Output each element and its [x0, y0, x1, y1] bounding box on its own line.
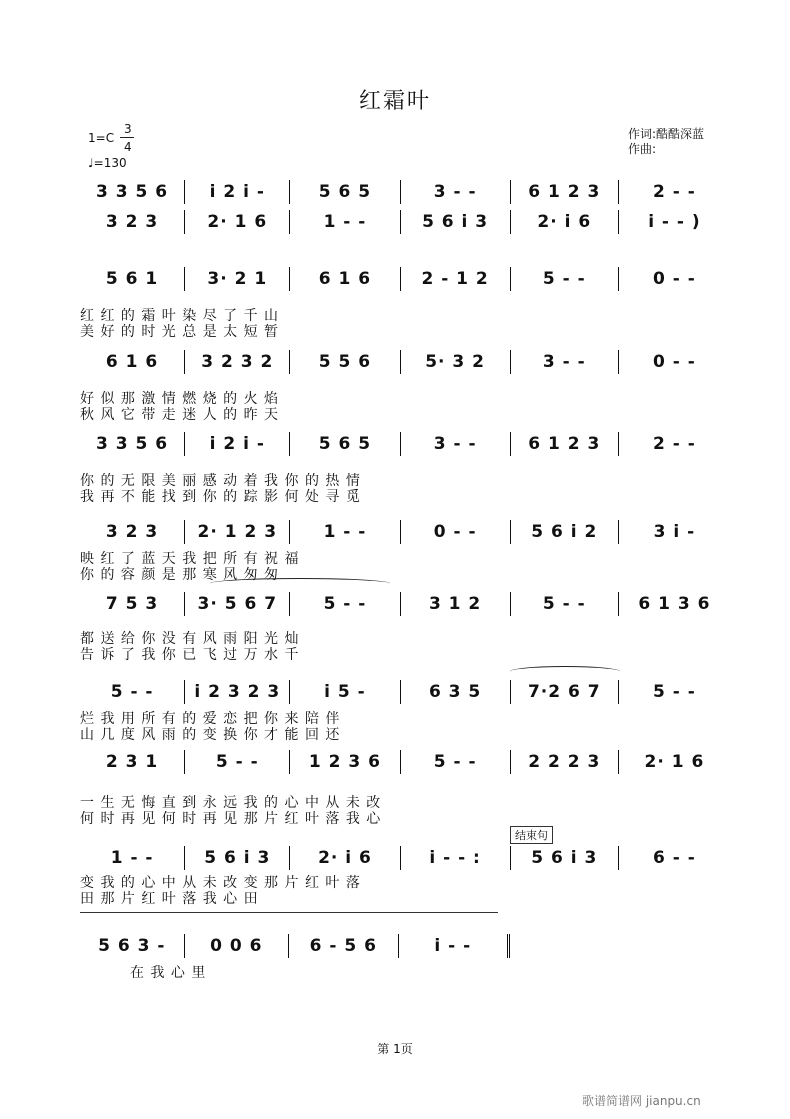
ending-label: 结束句	[510, 826, 553, 844]
measure: 1 - -	[110, 848, 154, 868]
measure: i - - )	[618, 210, 730, 234]
measure: 2· i 6	[289, 846, 399, 870]
measure: 5 - -	[618, 680, 730, 704]
measure: 6 1 3 6	[618, 592, 730, 616]
measure: 5 - -	[110, 682, 154, 702]
lyrics-verse-2: 美 好 的 时 光 总 是 太 短 暂	[80, 324, 280, 340]
credits	[628, 127, 704, 157]
measure: 2 - 1 2	[400, 267, 510, 291]
measure: 3 - -	[510, 350, 618, 374]
notes-row	[80, 846, 730, 870]
measure: 1 - -	[289, 520, 399, 544]
measure: 5 - -	[289, 592, 399, 616]
measure: 1 - -	[289, 210, 399, 234]
lyrics-verse-2: 你 的 容 颜 是 那 寒 风 匆 匆	[80, 567, 280, 583]
lyrics-verse-2: 何 时 再 见 何 时 再 见 那 片 红 叶 落 我 心	[80, 811, 382, 827]
measure: 0 0 6	[184, 934, 289, 958]
page-number: 第 1页	[377, 1042, 413, 1056]
measure: 3 2 3	[105, 212, 159, 232]
time-signature-line	[120, 137, 134, 138]
measure: 6 3 5	[400, 680, 510, 704]
measure: 3 - -	[400, 180, 510, 204]
lyrics-verse-1: 烂 我 用 所 有 的 爱 恋 把 你 来 陪 伴	[80, 711, 341, 727]
measure: 5 6 i 3	[184, 846, 289, 870]
notes-row	[80, 592, 730, 616]
measure: 3 2 3 2	[184, 350, 289, 374]
measure: 0 - -	[618, 350, 730, 374]
measure: 2· 1 6	[618, 750, 730, 774]
lyrics-verse-2: 告 诉 了 我 你 已 飞 过 万 水 千	[80, 647, 300, 663]
measure: 5 6 i 3	[400, 210, 510, 234]
measure: 6 - 5 6	[288, 934, 397, 958]
measure: 6 1 2 3	[510, 432, 618, 456]
coda-line	[80, 912, 498, 913]
measure: 5 5 6	[289, 350, 399, 374]
time-signature-bottom: 4	[124, 140, 132, 154]
measure: i 2 3 2 3	[184, 680, 289, 704]
measure: 2· 1 6	[184, 210, 289, 234]
measure: 6 - -	[618, 846, 730, 870]
measure: 2· i 6	[510, 210, 618, 234]
slur	[510, 666, 620, 677]
page-title: 红霜叶	[358, 89, 431, 114]
measure: 7 5 3	[105, 594, 159, 614]
measure: 7·2 6 7	[510, 680, 618, 704]
lyrics-verse-2: 秋 风 它 带 走 迷 人 的 昨 天	[80, 407, 280, 423]
measure: 6 1 6	[105, 352, 159, 372]
notes-row	[80, 750, 730, 774]
notes-row	[80, 680, 730, 704]
notes-row	[80, 180, 730, 204]
lyrics-verse-1: 映 红 了 蓝 天 我 把 所 有 祝 福	[80, 551, 300, 567]
notes-row	[80, 350, 730, 374]
measure: 3 2 3	[105, 522, 159, 542]
lyrics-verse-1: 在 我 心 里	[130, 965, 207, 981]
lyrics-verse-1: 变 我 的 心 中 从 未 改 变 那 片 红 叶 落	[80, 875, 361, 891]
lyrics-verse-1: 一 生 无 悔 直 到 永 远 我 的 心 中 从 未 改	[80, 795, 382, 811]
measure: i 2 i -	[184, 432, 289, 456]
measure: 3 3 5 6	[96, 182, 169, 202]
measure: 3· 5 6 7	[184, 592, 289, 616]
notes-row	[80, 520, 730, 544]
notes-row	[80, 267, 730, 291]
measure: 2· 1 2 3	[184, 520, 289, 544]
site-watermark: 歌谱简谱网 jianpu.cn	[582, 1094, 701, 1108]
measure: 5 - -	[400, 750, 510, 774]
measure: 5 - -	[510, 592, 618, 616]
measure: 3 1 2	[400, 592, 510, 616]
time-signature-top: 3	[124, 122, 132, 136]
measure: 5 - -	[184, 750, 289, 774]
measure: 2 - -	[618, 180, 730, 204]
measure: 2 - -	[618, 432, 730, 456]
notes-row	[80, 432, 730, 456]
notes-row	[80, 934, 510, 958]
tempo-mark	[88, 156, 127, 170]
lyrics-verse-2: 我 再 不 能 找 到 你 的 踪 影 何 处 寻 觅	[80, 489, 361, 505]
lyrics-verse-1: 好 似 那 激 情 燃 烧 的 火 焰	[80, 391, 280, 407]
measure: i 2 i -	[184, 180, 289, 204]
measure: 0 - -	[618, 267, 730, 291]
measure: 5 - -	[510, 267, 618, 291]
lyrics-verse-2: 山 几 度 风 雨 的 变 换 你 才 能 回 还	[80, 727, 341, 743]
measure: 5 6 i 3	[510, 846, 618, 870]
measure: 3 - -	[400, 432, 510, 456]
slur	[210, 578, 390, 589]
key-signature: 1=C	[88, 131, 115, 145]
measure: 6 1 6	[289, 267, 399, 291]
measure: 2 2 2 3	[510, 750, 618, 774]
measure: 3· 2 1	[184, 267, 289, 291]
tempo-value: =130	[93, 156, 127, 170]
measure: 3 i -	[618, 520, 730, 544]
notes-row	[80, 210, 730, 234]
measure: 5 6 3 -	[98, 936, 166, 956]
measure: 3 3 5 6	[96, 434, 169, 454]
measure: 5· 3 2	[400, 350, 510, 374]
measure: 1 2 3 6	[289, 750, 399, 774]
measure: 5 6 5	[289, 180, 399, 204]
lyrics-verse-1: 红 红 的 霜 叶 染 尽 了 千 山	[80, 308, 280, 324]
composer-credit: 作曲:	[628, 142, 657, 156]
lyrics-verse-1: 都 送 给 你 没 有 风 雨 阳 光 灿	[80, 631, 300, 647]
measure: i 5 -	[289, 680, 399, 704]
quarter-note-icon: ♩	[88, 156, 94, 170]
measure: 6 1 2 3	[510, 180, 618, 204]
measure: i - -	[398, 934, 510, 958]
measure: 5 6 1	[105, 269, 159, 289]
measure: 0 - -	[400, 520, 510, 544]
lyrics-verse-2: 田 那 片 红 叶 落 我 心 田	[80, 891, 259, 907]
measure: 2 3 1	[105, 752, 159, 772]
lyricist-credit: 作词:酷酷深蓝	[628, 127, 705, 141]
lyrics-verse-1: 你 的 无 限 美 丽 感 动 着 我 你 的 热 情	[80, 473, 361, 489]
measure: 5 6 5	[289, 432, 399, 456]
measure: 5 6 i 2	[510, 520, 618, 544]
measure: i - - :	[400, 846, 510, 870]
